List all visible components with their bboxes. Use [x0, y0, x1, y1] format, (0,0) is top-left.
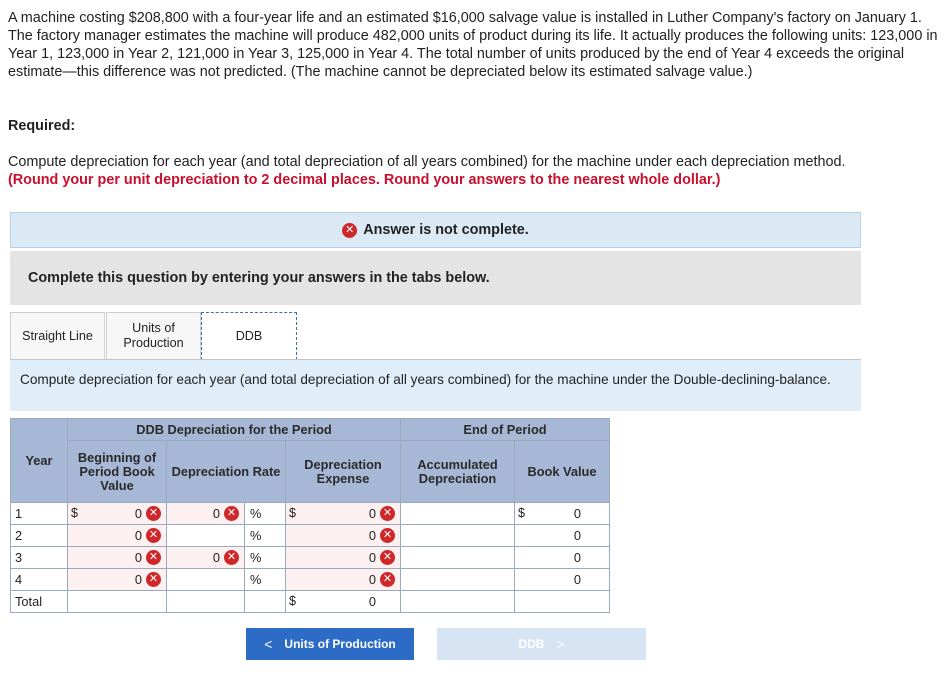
beginning-book-value-input[interactable]	[68, 525, 167, 547]
total-value: 0	[368, 594, 376, 609]
header-depreciation-expense: Depreciation Expense	[286, 441, 401, 503]
header-depreciation-rate: Depreciation Rate	[167, 441, 286, 503]
ddb-depreciation-table	[10, 418, 610, 613]
input-value: 0	[368, 528, 376, 543]
prev-tab-button[interactable]	[246, 628, 414, 660]
header-beginning-book-value: Beginning of Period Book Value	[68, 441, 167, 503]
empty-cell	[515, 591, 610, 613]
empty-cell	[167, 591, 245, 613]
x-circle-icon: ✕	[380, 528, 395, 543]
answer-status-text: Answer is not complete.	[363, 222, 529, 238]
input-value: 0	[212, 550, 220, 565]
x-circle-icon: ✕	[146, 506, 161, 521]
x-circle-icon: ✕	[342, 223, 357, 238]
percent-symbol: %	[250, 528, 262, 543]
answer-status-banner	[10, 212, 861, 248]
question-prompt	[10, 251, 861, 305]
beginning-book-value-input[interactable]	[68, 503, 167, 525]
instruction-main: Compute depreciation for each year (and total depreciation of all years combined) for the machine under each depreciation method.	[8, 154, 846, 170]
accumulated-depreciation-input[interactable]	[401, 503, 515, 525]
x-circle-icon: ✕	[224, 506, 239, 521]
required-label: Required:	[8, 118, 76, 134]
depreciation-rate-input[interactable]	[167, 503, 245, 525]
year-cell: 3	[11, 547, 68, 569]
beginning-book-value-input[interactable]	[68, 569, 167, 591]
tab-straight-line[interactable]: Straight Line	[10, 312, 105, 360]
book-value: 0	[573, 506, 581, 521]
currency-symbol: $	[289, 506, 296, 520]
depreciation-rate-input[interactable]	[167, 569, 245, 591]
table-row	[11, 569, 610, 591]
prev-tab-label: Units of Production	[284, 637, 396, 651]
currency-symbol: $	[71, 506, 78, 520]
percent-symbol: %	[250, 572, 262, 587]
question-prompt-text: Complete this question by entering your answers in the tabs below.	[28, 270, 490, 286]
empty-cell	[245, 591, 286, 613]
empty-cell	[68, 591, 167, 613]
table-row	[11, 503, 610, 525]
depreciation-rate-input[interactable]	[167, 525, 245, 547]
book-value-cell	[515, 503, 610, 525]
year-cell: 2	[11, 525, 68, 547]
book-value: 0	[573, 550, 581, 565]
input-value: 0	[134, 550, 142, 565]
header-book-value: Book Value	[515, 441, 610, 503]
next-tab-button[interactable]	[437, 628, 646, 660]
input-value: 0	[134, 572, 142, 587]
input-value: 0	[368, 550, 376, 565]
x-circle-icon: ✕	[380, 572, 395, 587]
depreciation-expense-input[interactable]	[286, 569, 401, 591]
beginning-book-value-input[interactable]	[68, 547, 167, 569]
x-circle-icon: ✕	[146, 528, 161, 543]
chevron-left-icon: <	[264, 636, 273, 652]
instruction-text	[8, 153, 943, 189]
percent-cell	[245, 525, 286, 547]
table-row	[11, 547, 610, 569]
depreciation-rate-input[interactable]	[167, 547, 245, 569]
book-value: 0	[573, 572, 581, 587]
percent-cell	[245, 569, 286, 591]
book-value-cell	[515, 525, 610, 547]
x-circle-icon: ✕	[146, 572, 161, 587]
depreciation-expense-input[interactable]	[286, 503, 401, 525]
x-circle-icon: ✕	[380, 550, 395, 565]
book-value-cell	[515, 569, 610, 591]
tab-units-of-production[interactable]: Units of Production	[106, 312, 201, 360]
header-accumulated-depreciation: Accumulated Depreciation	[401, 441, 515, 503]
accumulated-depreciation-input[interactable]	[401, 525, 515, 547]
currency-symbol: $	[518, 506, 525, 520]
depreciation-expense-input[interactable]	[286, 547, 401, 569]
total-label: Total	[11, 591, 68, 613]
depreciation-expense-input[interactable]	[286, 525, 401, 547]
book-value-cell	[515, 547, 610, 569]
accumulated-depreciation-input[interactable]	[401, 547, 515, 569]
input-value: 0	[368, 506, 376, 521]
x-circle-icon: ✕	[380, 506, 395, 521]
year-cell: 4	[11, 569, 68, 591]
input-value: 0	[134, 528, 142, 543]
x-circle-icon: ✕	[146, 550, 161, 565]
percent-symbol: %	[250, 550, 262, 565]
chevron-right-icon: >	[556, 636, 565, 652]
percent-cell	[245, 547, 286, 569]
header-ddb-group: DDB Depreciation for the Period	[68, 419, 401, 441]
tab-instruction-text: Compute depreciation for each year (and total depreciation of all years combined) for the machine under the Double-declining-balance.	[20, 372, 831, 387]
total-depreciation-expense	[286, 591, 401, 613]
accumulated-depreciation-input[interactable]	[401, 569, 515, 591]
book-value: 0	[573, 528, 581, 543]
tab-instruction-panel	[10, 360, 861, 411]
percent-cell	[245, 503, 286, 525]
problem-statement: A machine costing $208,800 with a four-year life and an estimated $16,000 salvage value is installed in Luther Company's factory on January 1. The factory manager estimates the machine will produce 482,000 units of product during its life. It actually produces the following units: 123,000 in Year 1, 123,000 in Year 2, 121,000 in Year 3, 125,000 in Year 4. The total number of units produced by the end of Year 4 exceeds the original estimate—this difference was not predicted. (The machine cannot be depreciated below its estimated salvage value.)	[8, 10, 938, 80]
input-value: 0	[368, 572, 376, 587]
table-row	[11, 525, 610, 547]
tab-ddb[interactable]: DDB	[201, 312, 297, 360]
instruction-rounding: (Round your per unit depreciation to 2 decimal places. Round your answers to the nearest whole dollar.)	[8, 172, 721, 188]
total-row	[11, 591, 610, 613]
header-end-of-period: End of Period	[401, 419, 610, 441]
percent-symbol: %	[250, 506, 262, 521]
next-tab-label: DDB	[518, 637, 545, 651]
x-circle-icon: ✕	[224, 550, 239, 565]
input-value: 0	[134, 506, 142, 521]
empty-cell	[401, 591, 515, 613]
year-cell: 1	[11, 503, 68, 525]
header-year: Year	[11, 419, 68, 503]
input-value: 0	[212, 506, 220, 521]
currency-symbol: $	[289, 594, 296, 608]
